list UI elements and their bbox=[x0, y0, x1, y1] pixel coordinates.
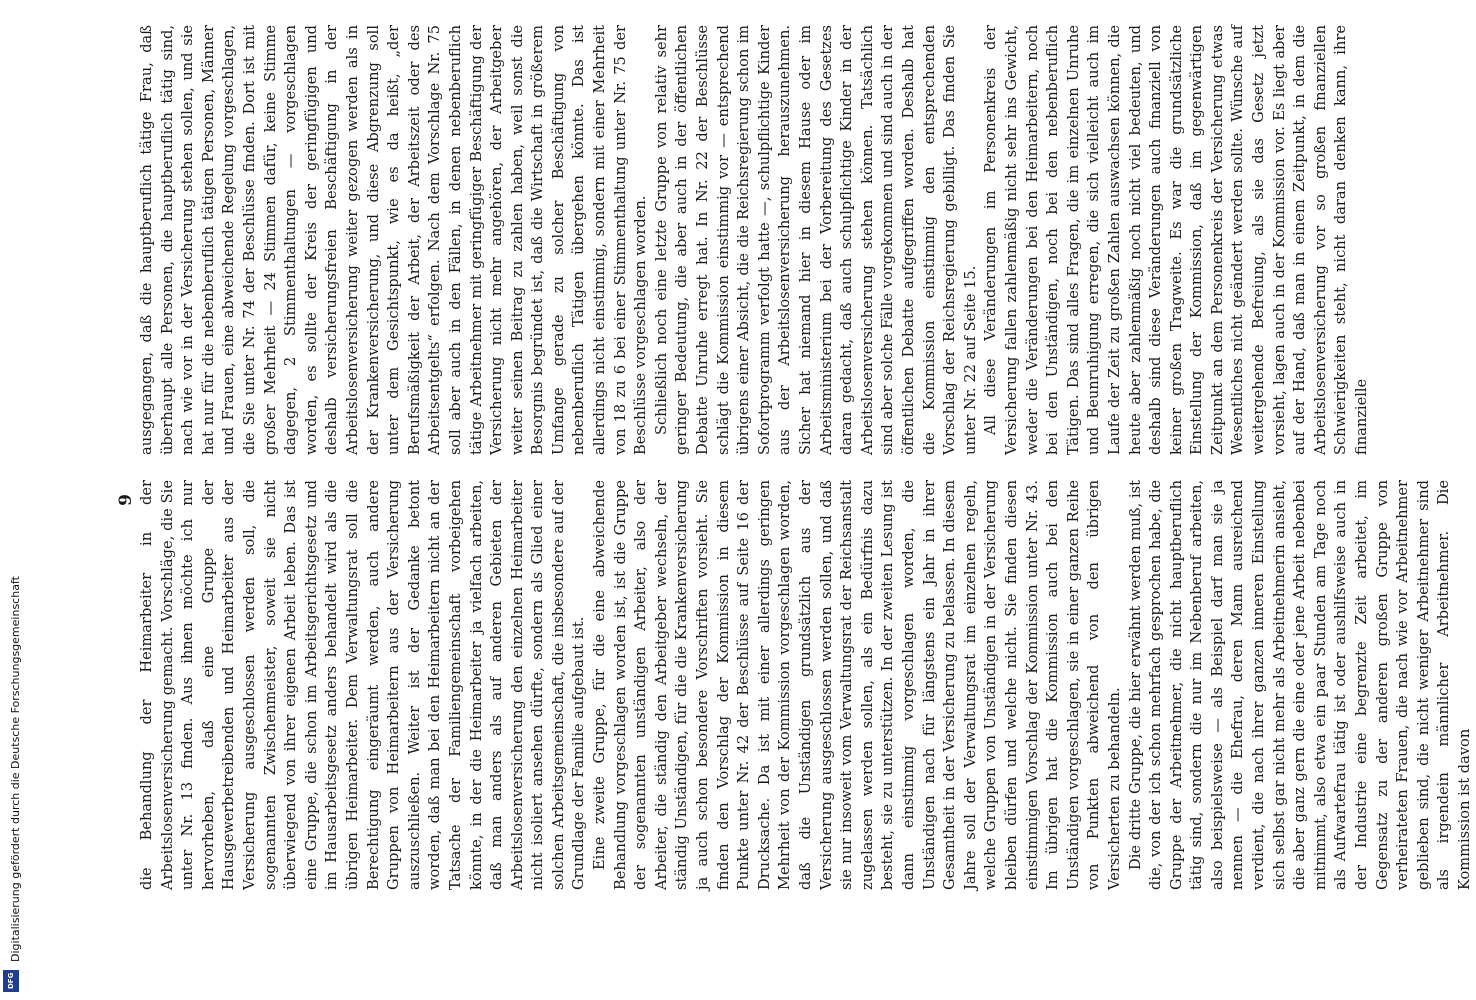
text-column-left bbox=[137, 480, 1476, 890]
dfg-logo: DFG bbox=[3, 970, 19, 992]
credit-text: Digitalisierung gefördert durch die Deutsche Forschungsgemeinschaft bbox=[9, 576, 22, 962]
paragraph: Die dritte Gruppe, die hier erwähnt werden muß, ist die, von der ich schon mehrfach gesprochen habe, die Gruppe der Arbeitnehmer, die nicht hauptberuflich tätig sind, sondern die nur im Nebenberuf arbeiten, also beispielsweise — als Beispiel darf man sie ja nennen — die Ehefrau, deren Mann ausreichend verdient, die nach ihrer ganzen inneren Einstellung sich selbst gar nicht mehr als Arbeitnehmerin ansieht, die aber ganz gern die eine oder jene Arbeit nebenbei mitnimmt, also etwa ein paar Stunden am Tage noch als Aufwartefrau tätig ist oder aushilfsweise auch in der Industrie eine begrenzte Zeit arbeitet, im Gegensatz zu der anderen großen Gruppe von verheirateten Frauen, die nach wie vor Arbeitnehmer geblieben sind, die nicht weniger Arbeitnehmer sind als irgendein männlicher Arbeitnehmer. Die Kommission ist davon bbox=[1126, 480, 1473, 890]
page-number: 9 bbox=[116, 494, 136, 506]
digitization-credit bbox=[4, 0, 26, 992]
paragraph: Schließlich noch eine letzte Gruppe von relativ sehr geringer Bedeutung, die aber auch in der öffentlichen Debatte Unruhe erregt hat. In Nr. 22 der Beschlüsse schlägt die Kommission einstimmig vor — entsprechend übrigens einer Absicht, die die Reichsregierung schon im Sofortprogramm verfolgt hatte —, schulpflichtige Kinder aus der Arbeitslosenversicherung herauszunehmen. Sicher hat niemand hier in diesem Hause oder im Arbeitsministerium bei der Vorbereitung des Gesetzes daran gedacht, daß auch schulpflichtige Kinder in der Arbeitslosenversicherung stehen können. Tatsächlich sind aber solche Fälle vorgekommen und sind auch in der öffentlichen Debatte aufgegriffen worden. Deshalb hat die Kommission einstimmig den entsprechenden Vorschlag der Reichsregierung gebilligt. Das finden Sie unter Nr. 22 auf Seite 15. bbox=[652, 25, 979, 455]
text-column-right bbox=[137, 25, 1373, 455]
paragraph: die Behandlung der Heimarbeiter in der Arbeitslosenversicherung gemacht. Vorschläge, die Sie unter Nr. 13 finden. Aus ihnen möchte ich nur hervorheben, daß eine Gruppe der Hausgewerbetreibenden und Heimarbeiter aus der Versicherung ausgeschlossen werden soll, die sogenannten Zwischenmeister, soweit sie nicht überwiegend von ihrer eigenen Arbeit leben. Das ist eine Gruppe, die schon im Arbeitsgerichtsgesetz und im Hausarbeitsgesetz anders behandelt wird als die übrigen Heimarbeiter. Dem Verwaltungsrat soll die Berechtigung eingeräumt werden, auch andere Gruppen von Heimarbeitern aus der Versicherung auszuschließen. Weiter ist der Gedanke betont worden, daß man bei den Heimarbeitern nicht an der Tatsache der Familiengemeinschaft vorbeigehen könnte, in der die Heimarbeiter ja vielfach arbeiten, daß man anders als auf anderen Gebieten der Arbeitslosenversicherung den einzelnen Heimarbeiter nicht isoliert ansehen dürfte, sondern als Glied einer solchen Arbeitsgemeinschaft, die insbesondere auf der Grundlage der Familie aufgebaut ist. bbox=[138, 480, 588, 890]
paragraph: All diese Veränderungen im Personenkreis der Versicherung fallen zahlenmäßig nicht sehr ins Gewicht, weder die Veränderungen bei den Heimarbeitern, noch bei den Unständigen, noch bei den nebenberuflich Tätigen. Das sind alles Fragen, die im einzelnen Unruhe und Beunruhigung erregen, die sich vielleicht auch im Laufe der Zeit zu großen Zahlen auswachsen können, die heute aber zahlenmäßig noch nicht viel bedeuten, und deshalb sind diese Veränderungen auch finanziell von keiner großen Tragweite. Es war die grundsätzliche Einstellung der Kommission, daß im gegenwärtigen Zeitpunkt an dem Personenkreis der Versicherung etwas Wesentliches nicht geändert werden sollte. Wünsche auf weitergehende Befreiung, als sie das Gesetz jetzt vorsieht, lagen auch in der Kommission vor. Es liegt aber auf der Hand, daß man in einem Zeitpunkt, in dem die Arbeitslosenversicherung vor so großen finanziellen Schwierigkeiten steht, nicht daran denken kann, ihre finanzielle bbox=[982, 25, 1371, 455]
paragraph: Eine zweite Gruppe, für die eine abweichende Behandlung vorgeschlagen worden ist, ist die Gruppe der sogenannten unständigen Arbeiter, also der Arbeiter, die ständig den Arbeitgeber wechseln, der ständig Unständigen, für die die Krankenversicherung ja auch schon besondere Vorschriften vorsieht. Sie finden den Vorschlag der Kommission in diesem Punkte unter Nr. 42 der Beschlüsse auf Seite 16 der Drucksache. Da ist mit einer allerdings geringen Mehrheit von der Kommission vorgeschlagen worden, daß die Unständigen grundsätzlich aus der Versicherung ausgeschlossen werden sollen, und daß sie nur insoweit vom Verwaltungsrat der Reichsanstalt zugelassen werden sollen, als ein Bedürfnis dazu besteht, sie zu unterstützen. In der zweiten Lesung ist dann einstimmig vorgeschlagen worden, die Unständigen nach für längstens ein Jahr in ihrer Gesamtheit in der Versicherung zu belassen. In diesem Jahre soll der Verwaltungsrat im einzelnen regeln, welche Gruppen von Unständigen in der Versicherung bleiben dürfen und welche nicht. Sie finden diesen einstimmigen Vorschlag der Kommission unter Nr. 43. Im übrigen hat die Kommission auch bei den Unständigen vorgeschlagen, sie in einer ganzen Reihe von Punkten abweichend von den übrigen Versicherten zu behandeln. bbox=[591, 480, 1123, 890]
paragraph: ausgegangen, daß die hauptberuflich tätige Frau, daß überhaupt alle Personen, die hauptberuflich tätig sind, nach wie vor in der Versicherung stehen sollen, und sie hat nur für die nebenberuflich tätigen Personen, Männer und Frauen, eine abweichende Regelung vorgeschlagen, die Sie unter Nr. 74 der Beschlüsse finden. Dort ist mit großer Mehrheit — 24 Stimmen dafür, keine Stimme dagegen, 2 Stimmenthaltungen — vorgeschlagen worden, es sollte der Kreis der geringfügigen und deshalb versicherungsfreien Beschäftigung in der Arbeitslosenversicherung weiter gezogen werden als in der Krankenversicherung, und diese Abgrenzung soll unter dem Gesichtspunkt, wie es da heißt, „der Berufsmäßigkeit der Arbeit, der Arbeitszeit oder des Arbeitsentgelts“ erfolgen. Nach dem Vorschlage Nr. 75 soll aber auch in den Fällen, in denen nebenberuflich tätige Arbeitnehmer mit geringfügiger Beschäftigung der Versicherung nicht mehr angehören, der Arbeitgeber weiter seinen Beitrag zu zahlen haben, weil sonst die Besorgnis begründet ist, daß die Wirtschaft in größerem Umfange gerade zu solcher Beschäftigung von nebenberuflich Tätigen übergehen könnte. Das ist allerdings nicht einstimmig, sondern mit einer Mehrheit von 18 zu 6 bei einer Stimmenthaltung unter Nr. 75 der Beschlüsse vorgeschlagen worden. bbox=[138, 25, 650, 455]
